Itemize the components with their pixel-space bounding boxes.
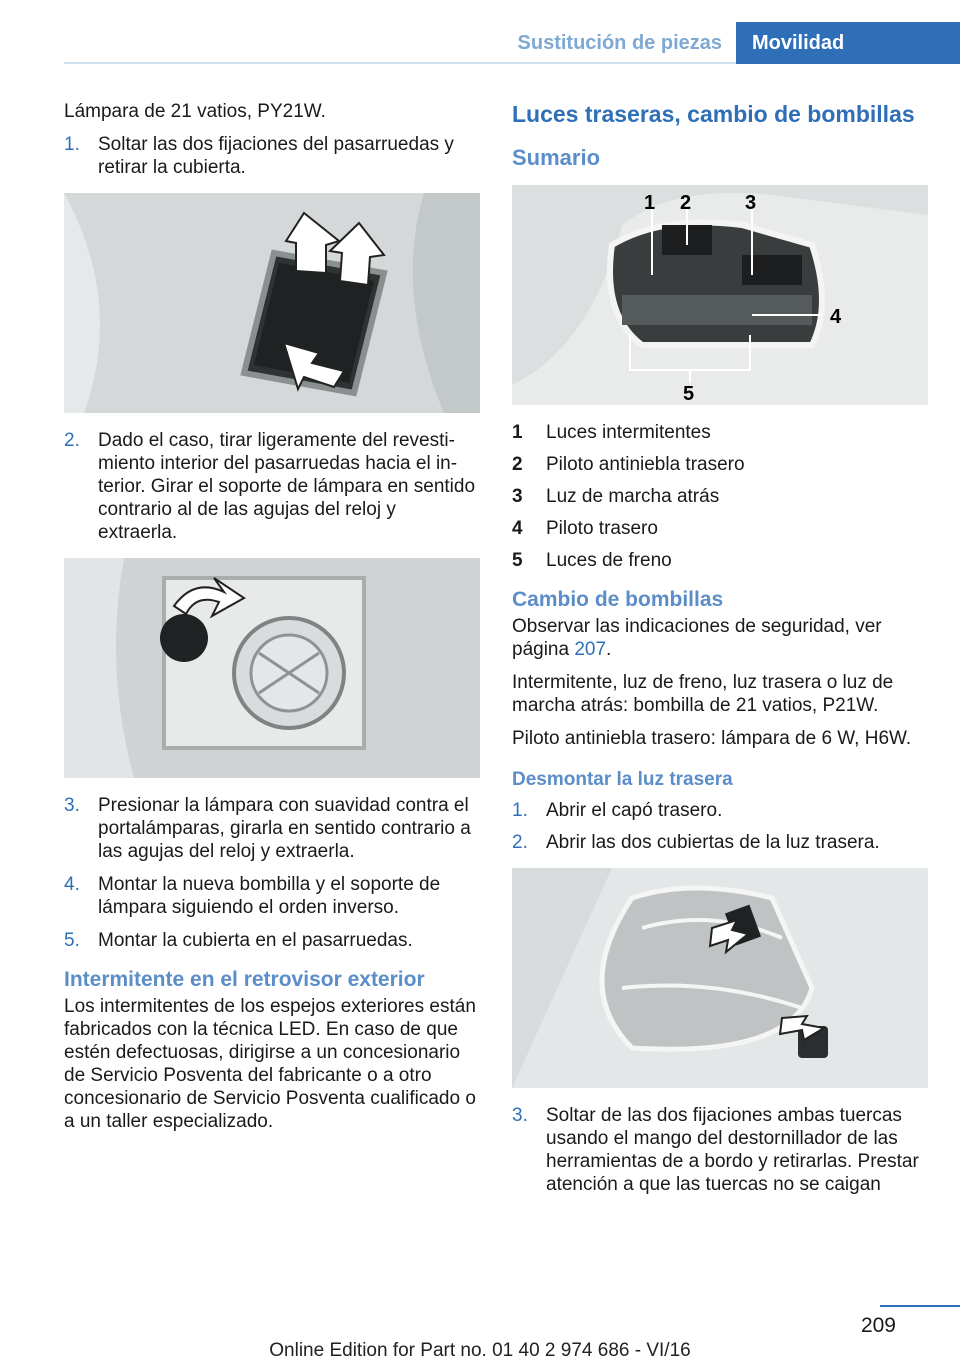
step-1 [64, 133, 480, 179]
remove-step-1 [512, 799, 928, 822]
step-number: 3. [64, 795, 80, 816]
step-text: Abrir las dos cubiertas de la luz trasera. [546, 832, 880, 853]
step-text: Presionar la lámpara con suavidad contra el portalámparas, girarla en sentido contrario a las agujas del reloj y extraerla. [98, 795, 471, 862]
step-4 [64, 873, 480, 919]
legend-item [512, 485, 928, 508]
step-number: 2. [64, 430, 80, 451]
figure-label-4: 4 [830, 306, 842, 328]
mirror-indicator-paragraph: Los intermitentes de los espejos exteriores están fabricados con la técnica LED. En caso de que estén defectuosas, dirigirse a un concesionario de Servicio Posventa del fabricante o a otro concesionario de Servicio Posventa cualificado o a un taller especializado. [64, 996, 476, 1132]
page-header [0, 22, 960, 62]
step-text: Dado el caso, tirar ligeramente del revestimiento interior del pasarruedas hacia el interior. Girar el soporte de lámpara en sentido contrario al de las agujas del reloj y extraerla. [98, 430, 476, 543]
page-link[interactable]: 207 [574, 639, 607, 660]
remove-step-2 [512, 831, 928, 854]
legend-item [512, 549, 928, 572]
figure-lamp-holder [64, 558, 480, 778]
legend-item [512, 421, 928, 444]
legend-text: Piloto trasero [546, 518, 658, 539]
figure-label-1: 1 [644, 192, 656, 214]
header-chapter-tab: Movilidad [736, 22, 960, 64]
legend-number: 1 [512, 422, 523, 443]
step-number: 5. [64, 930, 80, 951]
edition-line: Online Edition for Part no. 01 40 2 974 686 - VI/16 [269, 1340, 691, 1361]
section-title: Luces traseras, cambio de bombillas [512, 101, 915, 127]
figure-tail-light-overview [512, 185, 928, 405]
bulb-info-1: Intermitente, luz de freno, luz trasera o luz de marcha atrás: bombilla de 21 vatios, P21W. [512, 672, 894, 716]
legend-item [512, 517, 928, 540]
heading-remove-light: Desmontar la luz trasera [512, 769, 733, 790]
figure-label-2: 2 [680, 192, 692, 214]
legend-number: 4 [512, 518, 523, 539]
safety-note-end: . [606, 639, 612, 660]
step-number: 3. [512, 1105, 528, 1126]
figure-tail-light-covers [512, 868, 928, 1088]
figure-label-5: 5 [683, 383, 695, 405]
safety-note [512, 615, 928, 661]
figure-label-3: 3 [745, 192, 757, 214]
legend-text: Luz de marcha atrás [546, 486, 720, 507]
step-3 [64, 794, 480, 863]
remove-step-3 [512, 1104, 928, 1196]
step-number: 4. [64, 874, 80, 895]
step-text: Abrir el capó trasero. [546, 800, 723, 821]
subsection-title: Sumario [512, 145, 601, 170]
heading-bulb-change: Cambio de bombillas [512, 588, 724, 611]
step-number: 1. [64, 134, 80, 155]
step-text: Montar la nueva bombilla y el soporte de lámpara siguiendo el orden inverso. [98, 874, 441, 918]
heading-mirror-indicator: Intermitente en el retrovisor exterior [64, 968, 425, 991]
step-text: Montar la cubierta en el pasarruedas. [98, 930, 413, 951]
bulb-info-2: Piloto antiniebla trasero: lámpara de 6 W, H6W. [512, 728, 912, 749]
left-column [64, 100, 480, 1143]
figure-wheel-arch-cover [64, 193, 480, 413]
legend-text: Piloto antiniebla trasero [546, 454, 745, 475]
step-2 [64, 429, 480, 544]
legend-text: Luces de freno [546, 550, 672, 571]
step-text: Soltar de las dos fijaciones ambas tuercas usando el mango del destornillador de las herramientas de a bordo y retirarlas. Prestar atención a que las tuercas no se caigan [546, 1105, 919, 1195]
legend-number: 3 [512, 486, 523, 507]
footer-rule [880, 1305, 960, 1307]
step-number: 2. [512, 832, 528, 853]
legend-item [512, 453, 928, 476]
header-section-title: Sustitución de piezas [517, 32, 722, 54]
intro-text: Lámpara de 21 vatios, PY21W. [64, 101, 326, 122]
legend-number: 5 [512, 550, 523, 571]
right-column [512, 100, 928, 1206]
page-number: 209 [860, 1314, 896, 1337]
step-5 [64, 929, 480, 952]
legend-number: 2 [512, 454, 523, 475]
legend-text: Luces intermitentes [546, 422, 711, 443]
safety-note-text: Observar las indicaciones de seguridad, ver página [512, 616, 882, 660]
step-text: Soltar las dos fijaciones del pasarruedas y retirar la cubierta. [98, 134, 454, 178]
step-number: 1. [512, 800, 528, 821]
